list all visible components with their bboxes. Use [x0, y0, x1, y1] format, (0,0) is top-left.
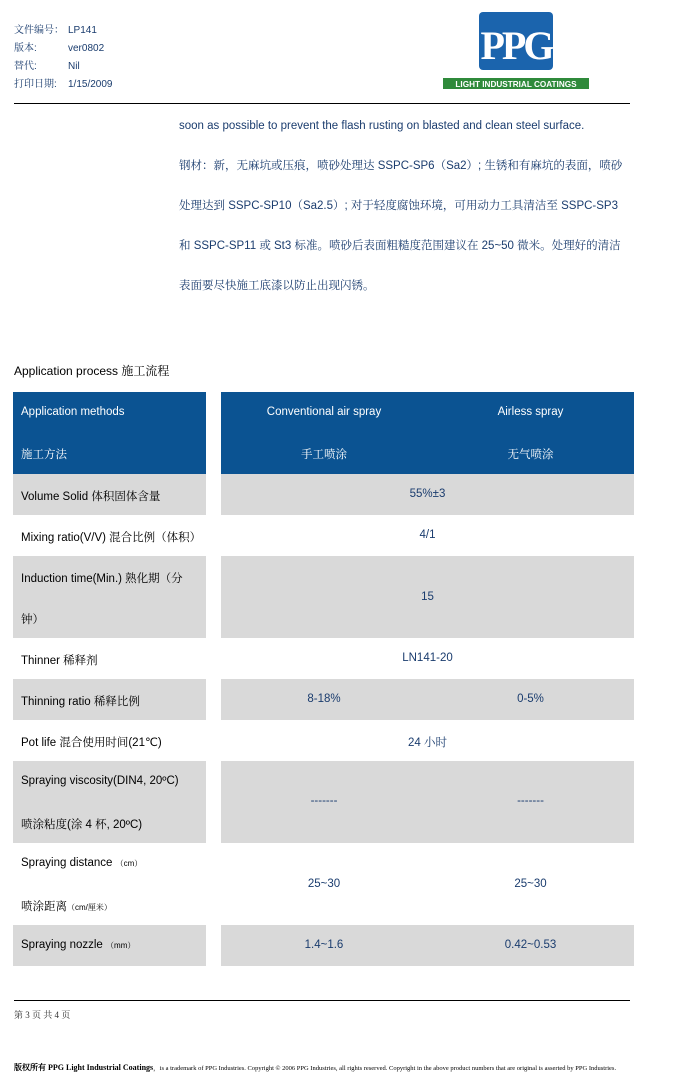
row-value: 24 小时: [408, 737, 447, 749]
row-label-unit: （cm）: [115, 859, 143, 868]
meta-row: [14, 58, 113, 76]
meta-key: 打印日期:: [14, 79, 57, 90]
row-value-airless: 0.42~0.53: [504, 939, 557, 951]
table-row: [13, 925, 634, 966]
row-value-airless: 25~30: [514, 878, 547, 890]
row-value: 15: [421, 591, 434, 603]
row-label: Induction time(Min.) 熟化期（分: [21, 573, 183, 585]
row-label-text: Spraying distance: [21, 857, 113, 869]
meta-value: LP141: [68, 25, 97, 36]
row-value: 4/1: [419, 529, 436, 541]
footer-divider: [14, 1000, 630, 1001]
row-value-conventional: 8-18%: [307, 693, 341, 705]
meta-key: 版本:: [14, 43, 37, 54]
meta-key: 文件编号：: [14, 25, 64, 36]
row-label: Volume Solid 体积固体含量: [21, 491, 161, 503]
row-value-airless: -------: [517, 795, 544, 807]
meta-value: ver0802: [68, 43, 105, 54]
page-number: 第 3 页 共 4 页: [14, 1010, 71, 1020]
row-label: Thinner 稀释剂: [21, 655, 98, 667]
row-label: Spraying viscosity(DIN4, 20ºC): [21, 775, 179, 787]
row-label-cont: 钟）: [21, 614, 44, 626]
logo-text: PPG: [480, 23, 552, 68]
row-label: Thinning ratio 稀释比例: [21, 696, 140, 708]
copyright-footer: [14, 1062, 616, 1073]
row-label: Mixing ratio(V/V) 混合比例（体积）: [21, 532, 202, 544]
header-col-airless: [427, 392, 634, 474]
application-table: [13, 392, 634, 966]
meta-row: [14, 40, 113, 58]
row-label-zh: [21, 898, 112, 914]
copyright-bold: 版权所有 PPG Light Industrial Coatings: [14, 1063, 154, 1072]
row-label: [21, 857, 142, 869]
header-divider: [14, 103, 630, 104]
meta-row: [14, 76, 113, 94]
table-row: [13, 556, 634, 638]
row-value: 55%±3: [409, 488, 446, 500]
row-value-conventional: 1.4~1.6: [304, 939, 344, 951]
table-row: [13, 843, 634, 925]
text-line: soon as possible to prevent the flash rusting on blasted and clean steel surface.: [179, 120, 585, 132]
text-line: 和 SSPC-SP11 或 St3 标准。喷砂后表面粗糙度范围建议在 25~50 微米。处理好的清洁: [179, 240, 621, 252]
row-value-airless: 0-5%: [517, 693, 544, 705]
meta-key: 替代:: [14, 61, 37, 72]
surface-prep-text: [179, 112, 635, 312]
header-col1-en: Conventional air spray: [266, 406, 382, 418]
ppg-logo: [443, 12, 589, 90]
text-line: 表面要尽快施工底漆以防止出现闪锈。: [179, 280, 375, 292]
logo-subtitle: LIGHT INDUSTRIAL COATINGS: [455, 80, 577, 89]
row-label: [21, 939, 135, 951]
text-line: 钢材：新，无麻坑或压痕，喷砂处理达 SSPC-SP6（Sa2）; 生锈和有麻坑的表面，喷砂: [179, 160, 623, 172]
text-line: 处理达到 SSPC-SP10（Sa2.5）; 对于轻度腐蚀环境，可用动力工具清洁至 SSPC-SP3: [179, 200, 618, 212]
meta-value: Nil: [68, 61, 80, 72]
header-label-zh: 施工方法: [21, 449, 67, 461]
table-row: [13, 679, 634, 720]
table-row: [13, 720, 634, 761]
row-label-text: Spraying nozzle: [21, 939, 103, 951]
row-label-unit: （cm/厘米）: [67, 903, 112, 912]
table-row: [13, 638, 634, 679]
row-label: Pot life 混合使用时间(21℃): [21, 737, 162, 749]
table-header-row: [13, 392, 634, 474]
table-row: [13, 474, 634, 515]
row-value-conventional: -------: [310, 795, 338, 807]
table-row: [13, 761, 634, 843]
row-label-text: 喷涂距离: [21, 901, 67, 913]
row-label-unit: （mm）: [106, 941, 136, 950]
meta-value: 1/15/2009: [68, 79, 113, 90]
row-value: LN141-20: [402, 652, 453, 664]
document-meta: [14, 22, 113, 94]
header-col-conventional: [221, 392, 427, 474]
header-col1-zh: 手工喷涂: [301, 449, 347, 461]
table-row: [13, 515, 634, 556]
copyright-text: ，is a trademark of PPG Industries. Copyright © 2006 PPG Industries, all rights reserved. Copyright in the above product numbers that are original is asserted by PPG Industries.: [153, 1065, 617, 1072]
header-label-en: Application methods: [21, 406, 125, 418]
row-label-zh: 喷涂粘度(涂 4 杯, 20ºC): [21, 819, 143, 831]
row-value-conventional: 25~30: [307, 878, 341, 890]
header-col2-en: Airless spray: [497, 406, 564, 418]
header-col2-zh: 无气喷涂: [507, 449, 554, 461]
header-label-cell: [13, 392, 206, 474]
meta-row: [14, 22, 113, 40]
section-title: Application process 施工流程: [14, 364, 170, 378]
